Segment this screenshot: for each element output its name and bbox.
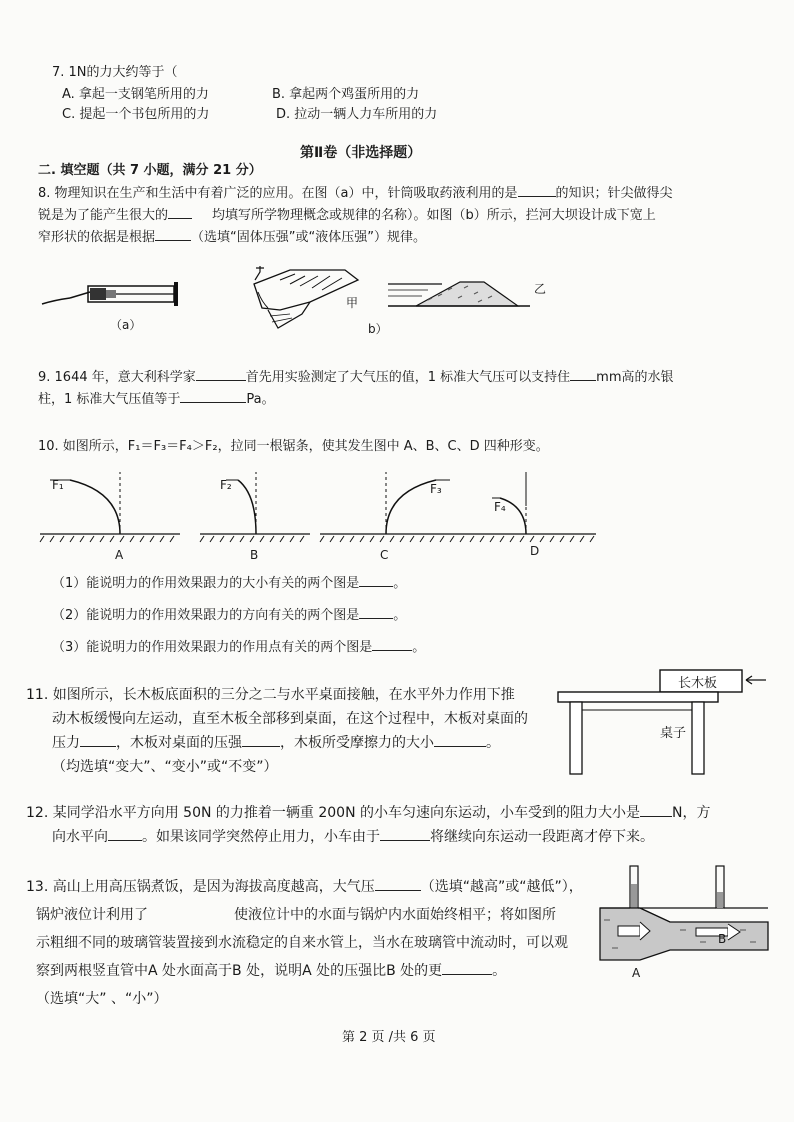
board-label: 长木板 [678,676,718,691]
tube-label-b: B [718,932,727,946]
q11-text: ，木板所受摩擦力的大小 [280,735,434,751]
answer-blank[interactable] [518,182,556,197]
q9-text: 9. 1644 年，意大利科学家 [38,370,196,385]
syringe-figure [40,272,190,312]
dam-figure [250,262,360,330]
q13-line3: 示粗细不同的玻璃管装置接到水流稳定的自来水管上，当水在玻璃管中流动时，可以观 [36,935,568,951]
q8-text: 的知识；针尖做得尖 [555,186,673,201]
venturi-tube-figure [600,864,768,964]
q13-text: 。 [492,963,507,979]
q10-text: （2）能说明力的作用效果跟力的方向有关的两个图是 [52,608,360,623]
fig-jia-label: 甲 [346,296,359,310]
fig-a-label: （a） [110,318,142,332]
force-label-f4: F₄ [494,500,506,514]
q13-line4 [36,956,506,986]
q13-line1 [26,872,583,902]
q8-text: 均填写所学物理概念或规律的名称）。如图（b）所示，拦河大坝设计成下宽上 [212,208,656,223]
q13-text: 使液位计中的水面与锅炉内水面始终相平；将如图所 [234,907,556,923]
q11-line1: 11. 如图所示，长木板底面积的三分之二与水平桌面接触，在水平外力作用下推 [26,687,515,703]
q10-text: （3）能说明力的作用效果跟力的作用点有关的两个图是 [52,640,373,655]
q10-sub2 [52,604,406,627]
q7-option-a: A. 拿起一支钢笔所用的力 [62,87,209,102]
answer-blank[interactable] [180,388,246,403]
q11-line2: 动木板缓慢向左运动，直至木板全部移到桌面，在这个过程中，木板对桌面的 [52,711,528,727]
q8-text: 8. 物理知识在生产和生活中有着广泛的应用。在图（a）中，针筒吸取药液利用的是 [38,186,518,201]
q8-line3 [38,226,426,249]
q7-option-b: B. 拿起两个鸡蛋所用的力 [272,87,420,102]
q10-text: 。 [412,640,426,655]
answer-blank[interactable] [168,204,192,219]
answer-blank[interactable] [359,604,393,619]
q13-text: 锅炉液位计利用了 [36,907,148,923]
q11-text: 。 [486,735,500,751]
q10-text: 。 [393,608,407,623]
fig-label-b: B [250,548,259,562]
answer-blank[interactable] [442,960,492,975]
q13-line5: （选填“大” 、“小”） [36,991,168,1007]
q9-text: Pa。 [246,392,275,407]
q10-text: （1）能说明力的作用效果跟力的大小有关的两个图是 [52,576,360,591]
q8-text: 窄形状的依据是根据 [38,230,156,245]
q9-line1 [38,366,674,389]
q12-text: 向水平向 [52,829,108,845]
tube-label-a: A [632,966,641,980]
answer-blank[interactable] [640,802,672,817]
q12-text: 。如果该同学突然停止用力，小车由于 [142,829,380,845]
q8-line1 [38,182,673,205]
q8-line2 [38,204,656,227]
q9-text: mm高的水银 [596,370,674,385]
q13-line2 [36,900,556,930]
answer-blank[interactable] [372,636,412,651]
answer-blank[interactable] [80,732,116,747]
q13-text: （选填“越高”或“越低”）， [420,879,583,895]
dam-cross-section [388,276,530,310]
q12-line2 [52,822,654,852]
q7-option-c: C. 提起一个书包所用的力 [62,107,210,122]
page-footer: 第 2 页 /共 6 页 [342,1030,436,1045]
q8-text: （选填“固体压强”或“液体压强”）规律。 [191,230,426,245]
q13-text: 13. 高山上用高压锅煮饭，是因为海拔高度越高，大气压 [26,879,375,895]
q9-line2 [38,388,275,411]
q11-text: ，木板对桌面的压强 [116,735,242,751]
fig-label-a: A [115,548,124,562]
q7-stem: 7. 1N的力大约等于（ [52,65,178,80]
force-label-f2: F₂ [220,478,232,492]
q7-option-d: D. 拉动一辆人力车所用的力 [276,107,438,122]
answer-blank[interactable] [242,732,280,747]
answer-blank[interactable] [434,732,486,747]
answer-blank[interactable] [155,226,191,241]
saw-blade-figures [40,470,600,550]
section-heading: 二. 填空题（共 7 小题，满分 21 分） [38,163,262,178]
q11-line4: （均选填“变大”、“变小”或“不变”） [52,759,278,775]
q10-stem: 10. 如图所示，F₁＝F₃＝F₄＞F₂，拉同一根锯条，使其发生图中 A、B、C、D 四种形变。 [38,439,549,454]
q12-text: 将继续向东运动一段距离才停下来。 [430,829,654,845]
q8-text: 锐是为了能产生很大的 [38,208,169,223]
fig-label-c: C [380,548,389,562]
table-label: 桌子 [660,726,687,741]
q11-text: 压力 [52,735,80,751]
answer-blank[interactable] [108,826,142,841]
section-title: 第Ⅱ卷（非选择题） [300,145,422,161]
answer-blank[interactable] [359,572,393,587]
fig-b-label: b） [368,322,388,336]
force-label-f1: F₁ [52,478,64,492]
q12-text: 12. 某同学沿水平方向用 50N 的力推着一辆重 200N 的小车匀速向东运动，小车受到的阻力大小是 [26,805,640,821]
fig-label-d: D [530,544,540,558]
q10-text: 。 [393,576,407,591]
answer-blank[interactable] [380,826,430,841]
answer-blank[interactable] [375,876,421,891]
q9-text: 柱，1 标准大气压值等于 [38,392,181,407]
q9-text: 首先用实验测定了大气压的值，1 标准大气压可以支持住 [245,370,571,385]
force-label-f3: F₃ [430,482,442,496]
q13-text: 察到两根竖直管中A 处水面高于B 处，说明A 处的压强比B 处的更 [36,963,443,979]
q10-sub1 [52,572,406,595]
q10-sub3 [52,636,425,659]
q12-text: N，方 [672,805,711,821]
answer-blank[interactable] [570,366,596,381]
fig-yi-label: 乙 [534,282,547,296]
answer-blank[interactable] [196,366,246,381]
